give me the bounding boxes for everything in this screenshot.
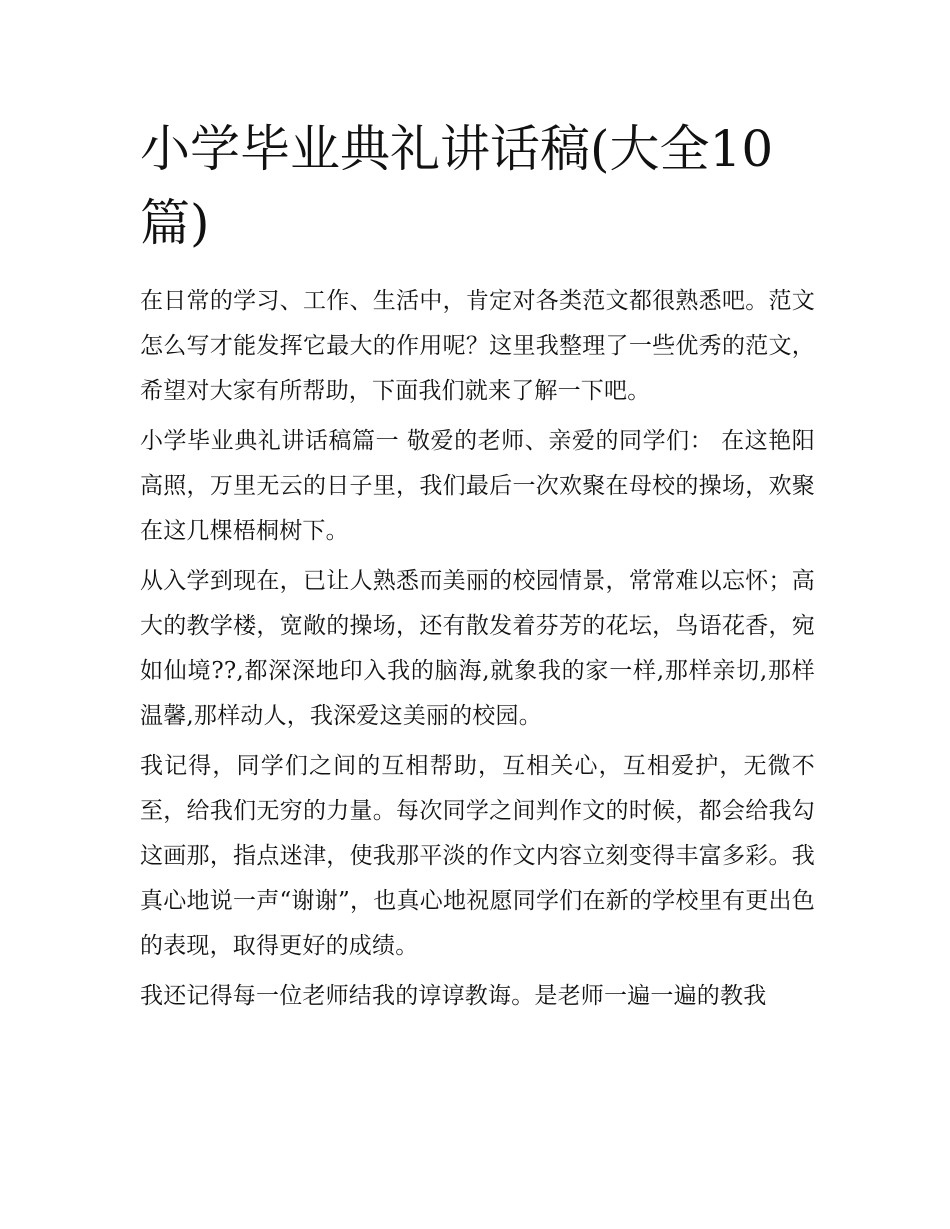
paragraph-classmates: 我记得，同学们之间的互相帮助，互相关心，互相爱护，无微不至，给我们无穷的力量。每次同学之间判作文的时候，都会给我勾这画那，指点迷津，使我那平淡的作文内容立刻变得丰富多彩。我真心地说一声“谢谢”，也真心地祝愿同学们在新的学校里有更出色的表现，取得更好的成绩。 bbox=[140, 753, 815, 959]
paragraph-teachers: 我还记得每一位老师结我的谆谆教诲。是老师一遍一遍的教我 bbox=[140, 983, 767, 1009]
paragraph-intro: 在日常的学习、工作、生活中，肯定对各类范文都很熟悉吧。范文怎么写才能发挥它最大的作用呢？这里我整理了一些优秀的范文，希望对大家有所帮助，下面我们就来了解一下吧。 bbox=[140, 288, 815, 404]
document-body bbox=[140, 279, 815, 1024]
paragraph-campus: 从入学到现在，已让人熟悉而美丽的校园情景，常常难以忘怀；高大的教学楼，宽敞的操场，还有散发着芬芳的花坛，鸟语花香，宛如仙境??,都深深地印入我的脑海,就象我的家一样,那样亲切,那样温馨,那样动人，我深爱这美丽的校园。 bbox=[140, 568, 815, 729]
paragraph-greeting: 小学毕业典礼讲话稿篇一 敬爱的老师、亲爱的同学们： 在这艳阳高照，万里无云的日子里，我们最后一次欢聚在母校的操场，欢聚在这几棵梧桐树下。 bbox=[140, 428, 815, 544]
document-title: 小学毕业典礼讲话稿(大全10篇) bbox=[140, 120, 774, 252]
